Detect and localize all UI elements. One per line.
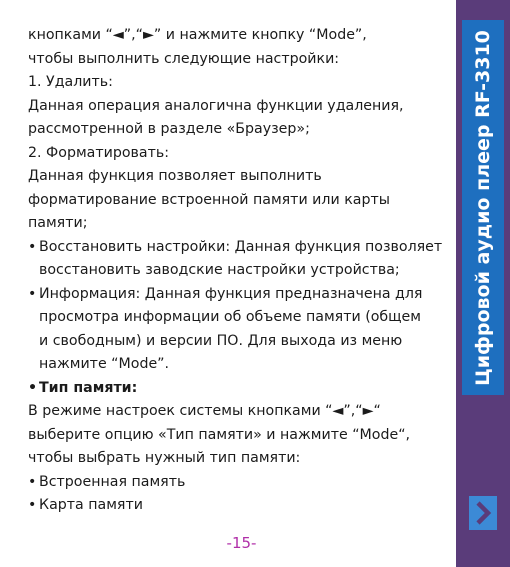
body-line: Данная операция аналогична функции удаления, (28, 97, 404, 114)
page-number: -15- (226, 534, 257, 552)
option-text: Встроенная память (39, 473, 186, 490)
option-text: Карта памяти (39, 497, 143, 513)
bullet-mark: • (28, 379, 38, 396)
body-line: форматирование встроенной памяти или карты (28, 191, 390, 208)
bullet-mark: • (28, 238, 37, 255)
bullet-mark: • (28, 497, 37, 513)
section-heading (28, 377, 443, 401)
bullet-item (28, 236, 443, 283)
bullet-text: Восстановить настройки: Данная функция позволяет (39, 238, 443, 255)
bullet-text: нажмите “Mode”. (39, 356, 170, 372)
side-title: Цифровой аудио плеер RF-3310 (472, 29, 494, 386)
body-line: выберите опцию «Тип памяти» и нажмите “Mode“, (28, 426, 411, 443)
body-line: В режиме настроек системы кнопками “◄”,“►“ (28, 403, 381, 419)
option-item (28, 494, 443, 518)
option-item (28, 471, 443, 495)
next-page-button[interactable] (469, 496, 497, 530)
body-line: памяти; (28, 215, 88, 231)
bullet-text: восстановить заводские настройки устройства; (39, 262, 400, 278)
bullet-mark: • (28, 473, 37, 490)
document-body (28, 24, 443, 518)
bullet-text: Информация: Данная функция предназначена для (39, 285, 423, 302)
bullet-mark: • (28, 285, 37, 302)
body-line: 2. Форматировать: (28, 144, 169, 161)
body-line: кнопками “◄”,“►” и нажмите кнопку “Mode”, (28, 27, 367, 43)
section-heading-text: Тип памяти: (39, 379, 138, 396)
bullet-item (28, 283, 443, 377)
body-line: 1. Удалить: (28, 74, 113, 90)
body-line: рассмотренной в разделе «Браузер»; (28, 121, 310, 137)
body-line: Данная функция позволяет выполнить (28, 168, 322, 184)
body-line: чтобы выполнить следующие настройки: (28, 50, 340, 67)
bullet-text: просмотра информации об объеме памяти (общем (39, 309, 421, 325)
body-line: чтобы выбрать нужный тип памяти: (28, 450, 301, 466)
side-title-box (462, 20, 504, 395)
chevron-right-icon (473, 500, 493, 526)
bullet-text: и свободным) и версии ПО. Для выхода из меню (39, 332, 403, 349)
